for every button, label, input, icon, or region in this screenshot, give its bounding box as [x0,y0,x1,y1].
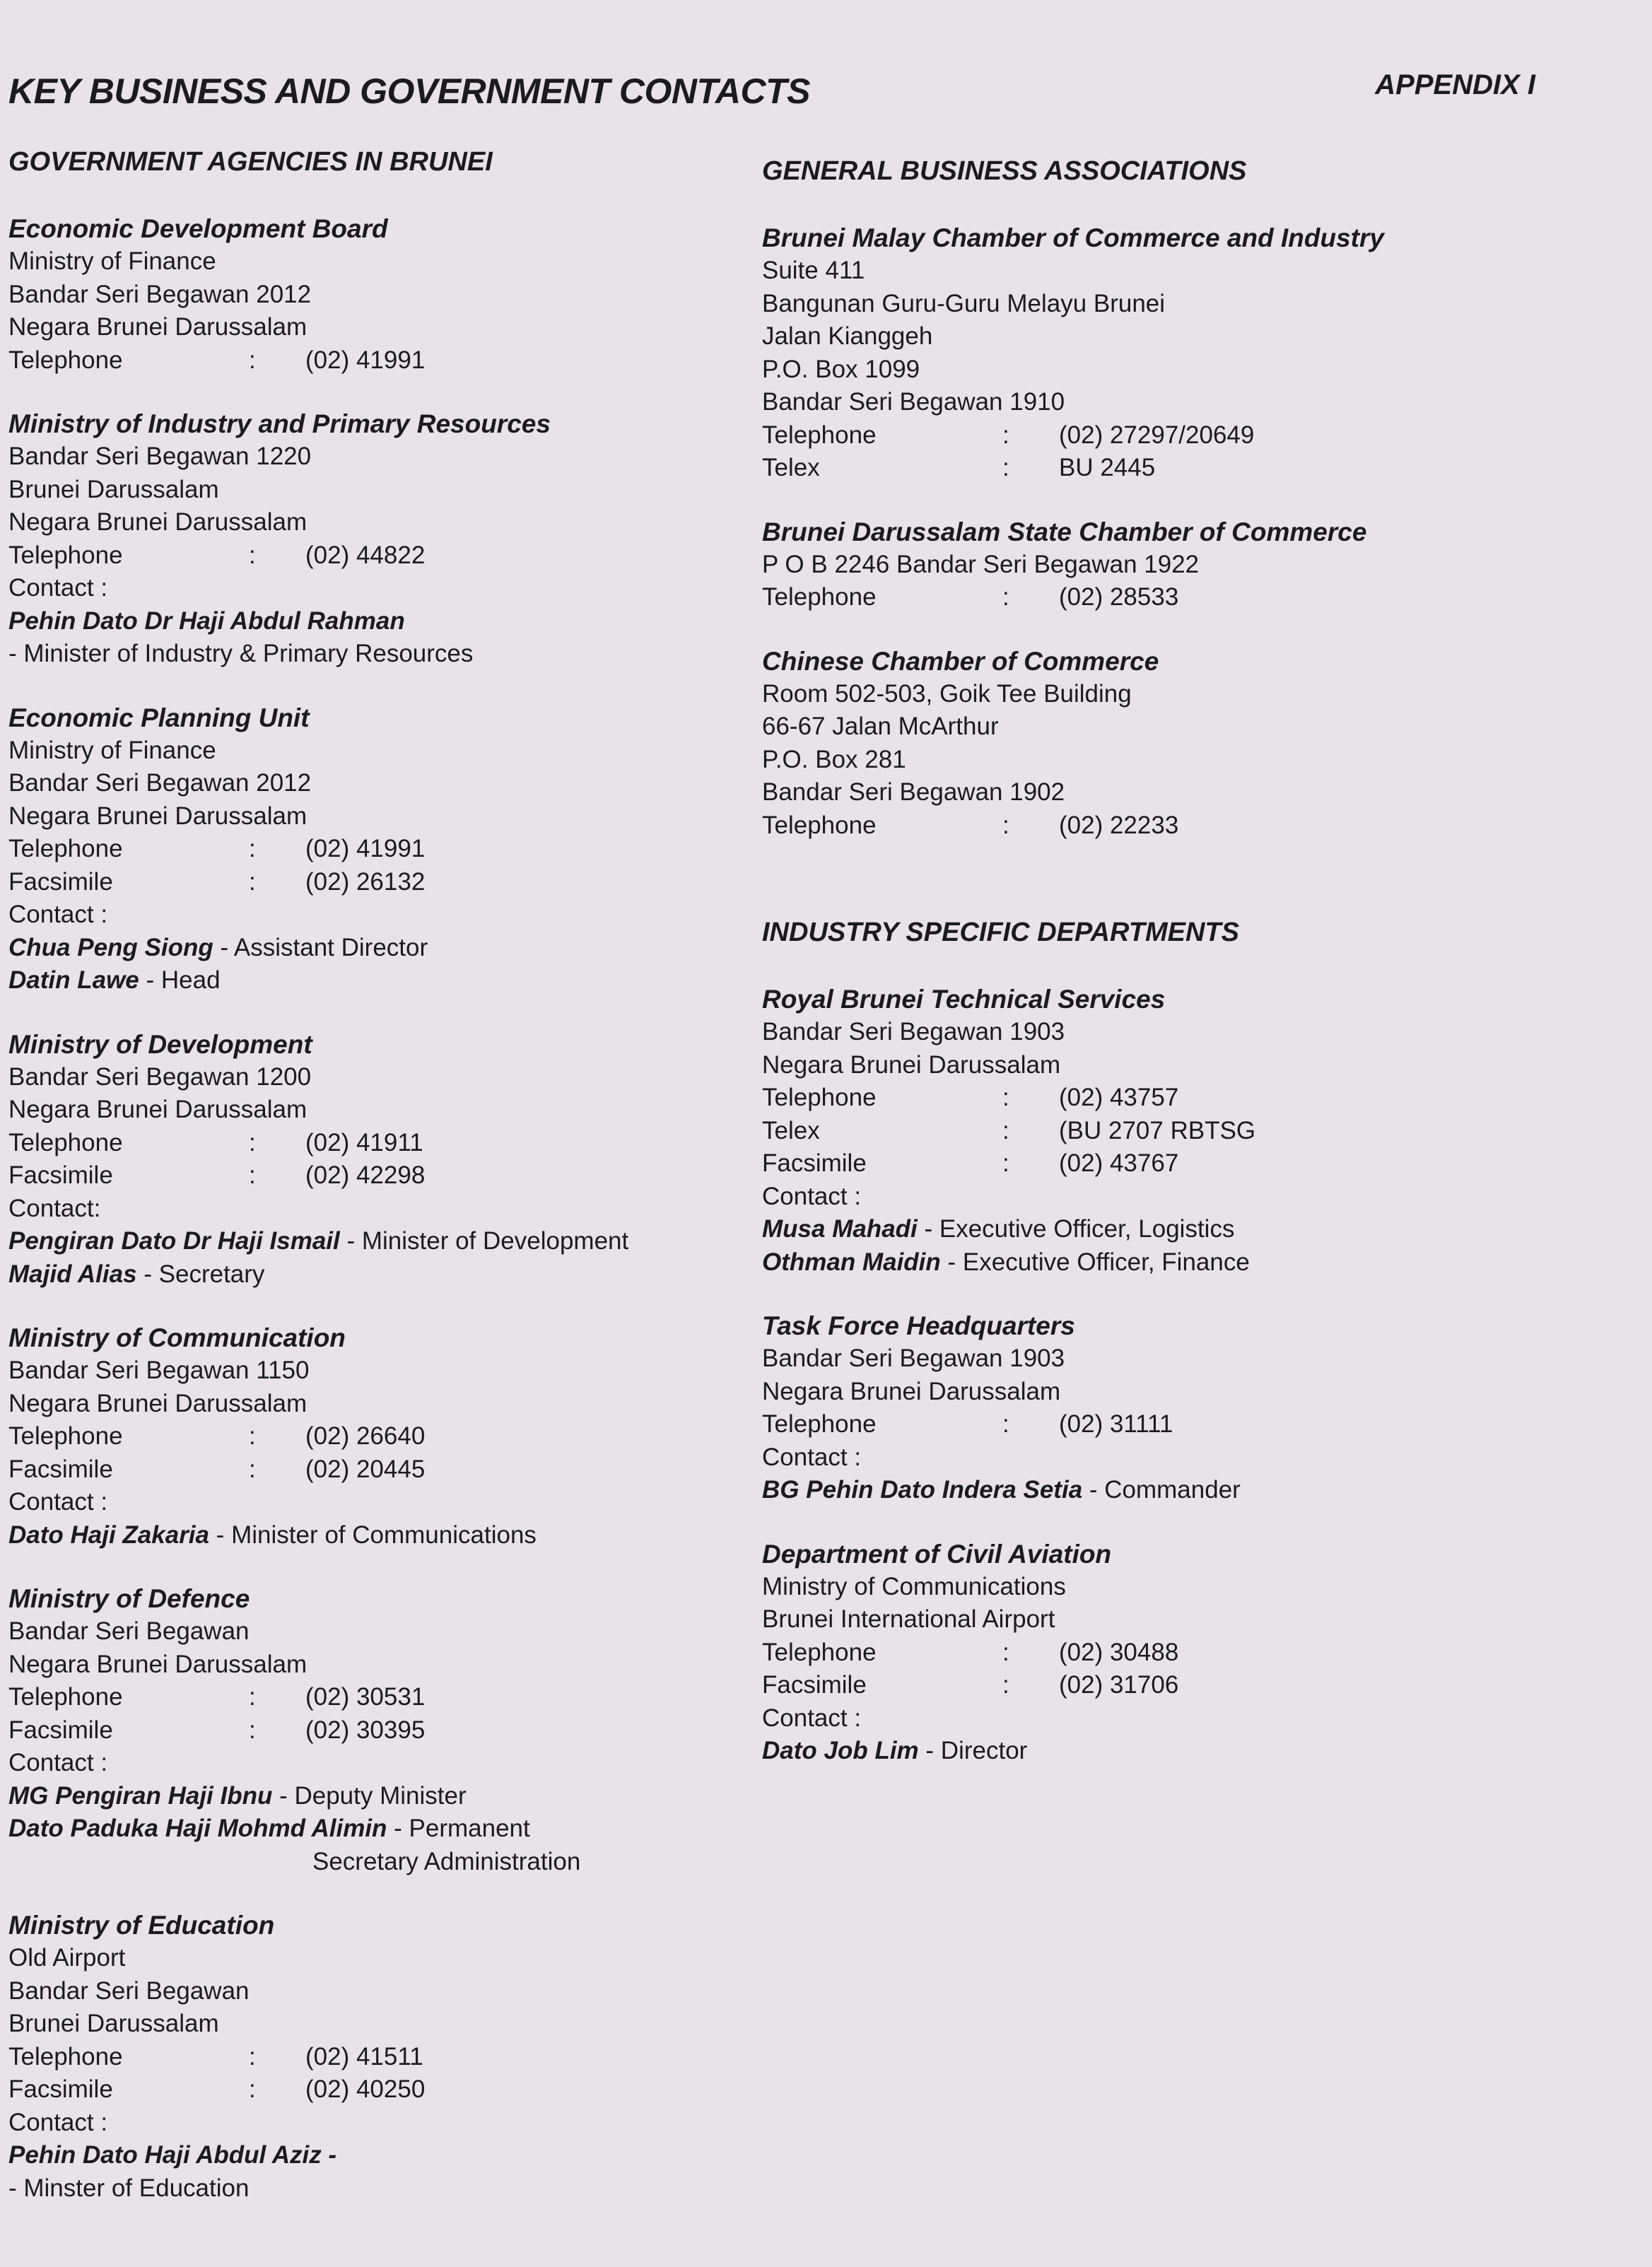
field-label: Telex [762,454,820,481]
business-associations-column [762,154,1575,1799]
contact-role: - Director [918,1737,1028,1764]
field-label: Telephone [762,1410,877,1438]
field-separator: : [1002,1410,1009,1438]
contact-label: Contact : [762,1443,862,1471]
address-line: Brunei International Airport [762,1605,1055,1633]
contact-person [8,638,737,671]
contact-person [762,1246,1575,1279]
field-separator: : [1002,454,1009,481]
address-line: Suite 411 [762,257,865,284]
contact-field-row [762,1147,1575,1181]
contact-name: Pengiran Dato Dr Haji Ismail [8,1227,340,1255]
contact-role: - Deputy Minister [272,1781,467,1810]
address-line: Bandar Seri Begawan 2012 [8,280,312,308]
contact-field-row [8,344,737,377]
address-line: Negara Brunei Darussalam [8,1650,307,1678]
contact-person [8,2172,737,2206]
appendix-label: APPENDIX I [1375,69,1535,100]
field-separator: : [249,867,256,896]
field-label: Telephone [8,1683,123,1711]
field-value: (02) 42298 [305,1161,426,1189]
address-line: Negara Brunei Darussalam [8,1096,307,1123]
field-value: (02) 30531 [305,1683,426,1711]
contact-entry [8,213,737,377]
contact-entry [762,645,1575,843]
address-line: 66-67 Jalan McArthur [762,713,999,740]
field-separator: : [249,1716,256,1744]
address-line: Bandar Seri Begawan 1150 [8,1357,310,1384]
field-separator: : [249,1683,256,1711]
contact-role: - Commander [1082,1476,1241,1504]
address-line: Negara Brunei Darussalam [762,1050,1061,1079]
contact-field-row [8,1159,737,1193]
address-line: Bandar Seri Begawan 1902 [762,778,1065,806]
contact-person [8,1258,737,1291]
field-label: Telephone [8,541,123,569]
contact-name: Chua Peng Siong [8,933,213,961]
section-spacer [762,873,1575,915]
contact-entry [8,1322,737,1552]
field-separator: : [249,541,256,569]
contact-label: Contact : [8,901,108,928]
contact-name: MG Pengiran Haji Ibnu [8,1781,273,1810]
address-line: P.O. Box 281 [762,745,906,773]
contact-role: - Permanent [387,1815,530,1842]
contact-person [8,1225,737,1258]
contact-field-row [8,1681,737,1714]
organization-name: Brunei Malay Chamber of Commerce and Industry [762,223,1384,252]
field-value: (02) 28533 [1059,583,1179,611]
contact-person [762,1735,1575,1768]
address-line: Old Airport [8,1944,126,1972]
address-line: P.O. Box 1099 [762,355,920,383]
organization-name: Ministry of Communication [8,1323,346,1352]
contact-person [8,2139,737,2172]
contact-name: Dato Job Lim [762,1737,919,1764]
contact-role-continuation: Secretary Administration [312,1847,581,1875]
organization-name: Brunei Darussalam State Chamber of Commerce [762,517,1367,546]
field-separator: : [1002,1116,1009,1144]
address-line: Room 502-503, Goik Tee Building [762,679,1132,708]
field-separator: : [249,2042,256,2070]
contact-name: Othman Maidin [762,1248,941,1276]
field-value: (02) 41511 [305,2042,423,2070]
address-line: Negara Brunei Darussalam [8,508,307,536]
field-value: (02) 27297/20649 [1059,421,1255,449]
contact-field-row [762,452,1575,485]
section-heading-government-agencies: GOVERNMENT AGENCIES IN BRUNEI [8,147,493,177]
field-label: Telephone [762,421,877,449]
address-line: Bandar Seri Begawan 1903 [762,1345,1065,1372]
contact-field-row [762,419,1575,452]
contact-field-row [8,539,737,573]
contact-person [8,964,737,997]
field-value: (02) 43767 [1059,1149,1179,1177]
contact-name: Pehin Dato Haji Abdul Aziz - [8,2141,337,2169]
field-label: Facsimile [8,1716,113,1744]
organization-name: Chinese Chamber of Commerce [762,646,1159,676]
contact-person [8,1519,737,1552]
address-line: Bandar Seri Begawan [8,1976,250,2005]
organization-name: Ministry of Industry and Primary Resources [8,409,551,438]
contact-name: Musa Mahadi [762,1215,918,1243]
field-label: Facsimile [8,867,113,896]
address-line: Bandar Seri Begawan 1220 [8,443,312,470]
contact-entry [762,1538,1575,1768]
field-label: Telephone [8,835,123,862]
contact-person [8,1780,737,1813]
field-value: (02) 26640 [305,1422,426,1450]
contact-field-row [8,1420,737,1453]
contact-entry [762,222,1575,485]
field-label: Facsimile [762,1149,867,1177]
address-line: Ministry of Finance [8,247,216,275]
contact-field-row [762,1082,1575,1115]
contact-entry [8,1029,737,1291]
page-title: KEY BUSINESS AND GOVERNMENT CONTACTS [8,71,810,111]
field-separator: : [1002,1084,1009,1111]
field-label: Telephone [8,346,123,374]
field-value: (02) 26132 [305,867,426,896]
contact-label: Contact : [762,1182,862,1210]
address-line: Ministry of Communications [762,1572,1066,1600]
organization-name: Economic Planning Unit [8,703,310,732]
contact-label: Contact : [8,2108,108,2136]
field-label: Telephone [762,583,877,611]
contact-entry [762,983,1575,1279]
contact-name: Dato Paduka Haji Mohmd Alimin [8,1815,387,1842]
field-label: Facsimile [8,1161,113,1189]
contact-name: Dato Haji Zakaria [8,1521,209,1549]
contact-name: Pehin Dato Dr Haji Abdul Rahman [8,607,405,635]
contact-name: Majid Alias [8,1260,137,1288]
contact-entry [8,1909,737,2205]
address-line: Bandar Seri Begawan 1910 [762,388,1065,416]
field-separator: : [249,2075,256,2103]
field-label: Telephone [762,1084,877,1111]
organization-name: Ministry of Education [8,1911,275,1940]
contact-person [8,932,737,965]
field-value: (02) 31706 [1059,1671,1179,1699]
field-value: (02) 30395 [305,1716,426,1744]
field-label: Telephone [8,1128,123,1156]
field-value: (02) 22233 [1059,811,1179,839]
contact-entry [8,1583,737,1878]
address-line: Bandar Seri Begawan 1903 [762,1018,1065,1045]
contact-field-row [762,1636,1575,1670]
contact-label: Contact : [8,574,108,602]
contact-name: Datin Lawe [8,966,139,994]
contact-entry [762,1310,1575,1507]
field-separator: : [1002,811,1009,839]
address-line: Negara Brunei Darussalam [8,1389,307,1417]
contact-field-row [762,809,1575,843]
contact-role: - Head [139,966,221,994]
contact-role: - Secretary [136,1260,265,1288]
field-separator: : [249,835,256,862]
organization-name: Ministry of Development [8,1029,312,1059]
field-label: Facsimile [8,2075,113,2103]
field-value: (02) 20445 [305,1455,426,1483]
organization-name: Royal Brunei Technical Services [762,985,1166,1014]
field-value: (BU 2707 RBTSG [1059,1116,1256,1144]
field-separator: : [249,1455,256,1483]
field-separator: : [1002,1638,1009,1666]
address-line: Ministry of Finance [8,736,216,764]
field-value: (02) 41991 [305,835,426,862]
field-label: Facsimile [8,1455,113,1483]
contact-field-row [8,1127,737,1160]
contact-entry [762,516,1575,614]
field-separator: : [1002,421,1009,449]
field-value: (02) 43757 [1059,1084,1179,1111]
contact-field-row [8,1453,737,1487]
contact-field-row [8,1714,737,1747]
field-separator: : [249,1422,256,1450]
address-line: Jalan Kianggeh [762,322,933,350]
field-label: Telephone [8,2042,123,2070]
contact-role: - Minister of Communications [209,1521,537,1549]
contact-entry [8,702,737,997]
contact-field-row [762,1408,1575,1441]
contact-field-row [8,2041,737,2074]
contact-field-row [8,2073,737,2107]
address-line: Brunei Darussalam [8,475,219,503]
field-value: (02) 41991 [305,346,426,374]
contact-field-row [762,1115,1575,1148]
field-label: Telephone [762,1638,877,1666]
field-label: Telephone [762,811,877,839]
contact-label: Contact: [8,1194,101,1222]
contact-name: BG Pehin Dato Indera Setia [762,1476,1083,1504]
contact-person [762,1474,1575,1507]
section-heading-industry-departments: INDUSTRY SPECIFIC DEPARTMENTS [762,918,1239,947]
contact-role: - Minister of Industry & Primary Resources [8,640,474,667]
field-value: (02) 44822 [305,541,426,569]
address-line: Negara Brunei Darussalam [8,802,307,830]
field-separator: : [249,1161,256,1189]
address-line: Negara Brunei Darussalam [762,1377,1061,1405]
address-line: Bandar Seri Begawan 2012 [8,769,312,797]
contact-entry [8,408,737,671]
address-line: P O B 2246 Bandar Seri Begawan 1922 [762,550,1200,578]
address-line: Bandar Seri Begawan [8,1617,250,1645]
field-separator: : [249,346,256,374]
contact-person [8,605,737,638]
contact-person [762,1213,1575,1246]
government-agencies-column [8,145,737,2236]
organization-name: Department of Civil Aviation [762,1539,1112,1569]
field-label: Telephone [8,1422,123,1450]
contact-field-row [762,581,1575,614]
contact-label: Contact : [8,1488,108,1516]
contact-role: - Minster of Education [8,2174,250,2202]
organization-name: Ministry of Defence [8,1584,250,1613]
contact-role: - Executive Officer, Logistics [917,1215,1235,1243]
organization-name: Task Force Headquarters [762,1311,1075,1340]
field-separator: : [1002,1149,1009,1177]
address-line: Negara Brunei Darussalam [8,313,307,341]
field-label: Facsimile [762,1671,867,1699]
contact-field-row [8,833,737,866]
organization-name: Economic Development Board [8,214,388,243]
field-separator: : [1002,583,1009,611]
contact-role: - Executive Officer, Finance [940,1248,1250,1276]
contact-label: Contact : [762,1704,862,1732]
contact-field-row [762,1669,1575,1702]
field-value: BU 2445 [1059,454,1156,481]
field-label: Telex [762,1116,820,1144]
field-separator: : [1002,1671,1009,1699]
field-value: (02) 41911 [305,1128,423,1156]
contact-person [8,1812,737,1846]
section-heading-general-business: GENERAL BUSINESS ASSOCIATIONS [762,156,1247,186]
field-separator: : [249,1128,256,1156]
address-line: Brunei Darussalam [8,2010,219,2037]
address-line: Bandar Seri Begawan 1200 [8,1062,312,1091]
contact-field-row [8,866,737,899]
address-line: Bangunan Guru-Guru Melayu Brunei [762,289,1166,317]
contact-role: - Minister of Development [339,1227,629,1255]
contact-label: Contact : [8,1749,108,1776]
field-value: (02) 31111 [1059,1410,1173,1438]
contact-role: - Assistant Director [213,933,428,961]
field-value: (02) 40250 [305,2075,426,2103]
field-value: (02) 30488 [1059,1638,1179,1666]
